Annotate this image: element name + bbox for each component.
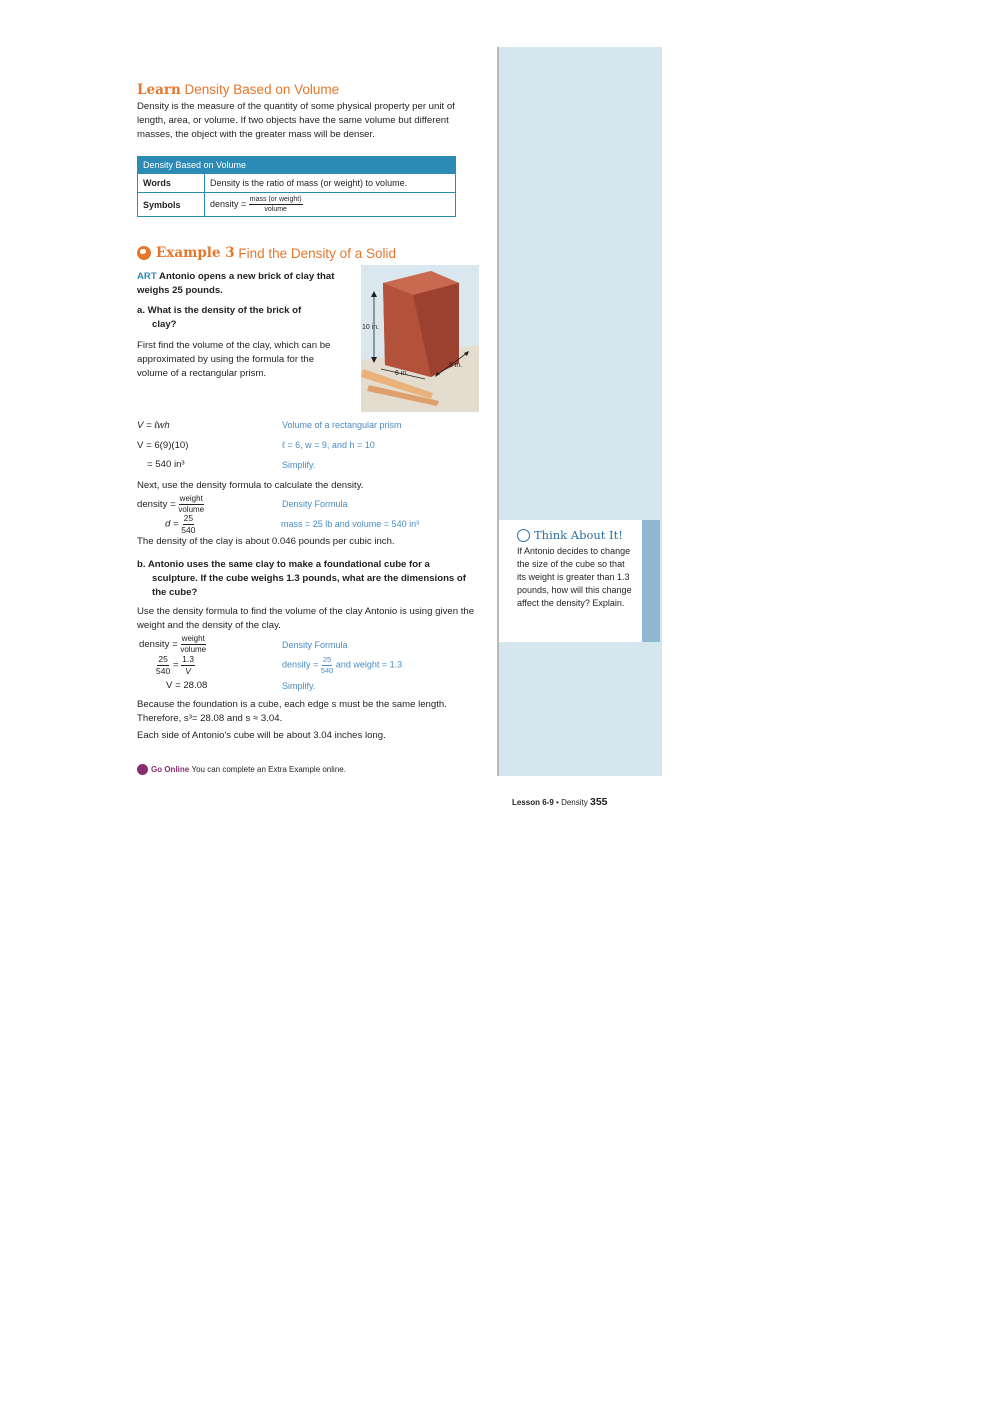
b-sub-note-fraction [321, 656, 334, 674]
b-sub-note-numerator: 25 [322, 655, 332, 664]
go-online-text: You can complete an Extra Example online. [191, 765, 346, 774]
learn-intro: Density is the measure of the quantity of some physical property per unit of length, area, or volume. If two objects have the same volume but different masses, the object with the greater mass will be denser. [137, 101, 455, 140]
symbols-lhs: density = [210, 198, 247, 209]
learn-title: Density Based on Volume [184, 82, 340, 97]
cursor-icon [137, 764, 148, 775]
density-lhs: density = [137, 499, 176, 511]
b-sub-note-pre: density = [282, 659, 319, 670]
prompt-text: Antonio opens a new brick of clay that weighs 25 pounds. [137, 271, 335, 296]
equals-sign: = [172, 659, 179, 671]
d-denominator: 540 [181, 524, 196, 535]
b-density-fraction [180, 635, 206, 654]
step-a3: = 540 in³ [147, 459, 185, 470]
table-header: Density Based on Volume [138, 157, 456, 174]
b-fraction-2-numerator: 1.3 [182, 654, 194, 664]
figure-height-label: 10 in. [362, 324, 380, 331]
think-tab-strip [642, 520, 660, 642]
step-a3-note: Simplify. [282, 460, 316, 470]
step-a1-note: Volume of a rectangular prism [282, 420, 402, 430]
b-fraction-2-denominator: V [185, 665, 191, 676]
density-formula [137, 495, 204, 514]
d-fraction [181, 514, 195, 534]
b-sub-note-post: and weight = 1.3 [335, 659, 403, 670]
lightbulb-icon [517, 529, 530, 542]
footer-bullet: • [556, 798, 559, 807]
learn-label: Learn [137, 82, 181, 98]
go-online[interactable] [137, 764, 346, 775]
b-sub-note [282, 656, 402, 674]
b-sub-note-denominator: 540 [320, 665, 334, 675]
next-text: Next, use the density formula to calculate the density. [137, 480, 364, 491]
b-fraction-2 [181, 655, 195, 675]
conclusion-a: The density of the clay is about 0.046 pounds per cubic inch. [137, 536, 395, 547]
page-footer [512, 796, 608, 808]
density-numerator: weight [179, 494, 203, 503]
words-text: Density is the ratio of mass (or weight) to volume. [205, 174, 456, 193]
b-density-lhs: density = [139, 639, 178, 651]
b-density-numerator: weight [181, 634, 205, 643]
example-title: Find the Density of a Solid [238, 245, 396, 261]
d-formula [165, 514, 195, 534]
think-text: If Antonio decides to change the size of the cube so that its weight is greater than 1.3 pounds, how will this change affect the density? Explain. [517, 546, 632, 608]
figure-width-label: 9 in. [449, 362, 463, 369]
part-b-text: Use the density formula to find the volume of the clay Antonio is using given the weight and the density of the clay. [137, 606, 475, 631]
footer-lesson: Lesson 6-9 [512, 798, 554, 807]
words-label: Words [138, 174, 205, 193]
b-fraction-1-numerator: 25 [158, 654, 168, 664]
footer-topic: Density [561, 798, 588, 807]
part-a-question: a. What is the density of the brick of clay? [137, 305, 302, 330]
page-number: 355 [590, 796, 608, 808]
figure-length-label: 6 in. [395, 370, 409, 377]
think-title-text: Think About It! [534, 528, 623, 542]
density-denominator: volume [178, 505, 205, 514]
d-note: mass = 25 lb and volume = 540 in³ [281, 519, 420, 529]
sidebar-panel [497, 47, 662, 776]
b-fraction-1-denominator: 540 [156, 665, 171, 676]
example-label: Example 3 [156, 245, 235, 261]
go-online-label[interactable]: Go Online [151, 765, 190, 774]
density-formula-note: Density Formula [282, 499, 348, 509]
symbols-fraction [249, 196, 303, 213]
density-fraction [178, 495, 204, 514]
b-density-note: Density Formula [282, 640, 348, 650]
symbols-numerator: mass (or weight) [249, 196, 302, 203]
b-proportion [156, 655, 195, 675]
b-density-formula [139, 635, 206, 654]
step-a2: V = 6(9)(10) [137, 440, 189, 451]
b-density-denominator: volume [180, 645, 207, 654]
b-fraction-1 [156, 655, 170, 675]
example-heading [137, 245, 396, 261]
example-prompt [137, 270, 337, 298]
symbols-label: Symbols [138, 193, 205, 217]
think-title [517, 528, 623, 542]
density-table [137, 156, 456, 217]
d-numerator: 25 [183, 513, 194, 523]
b-volume-result: V = 28.08 [166, 680, 208, 691]
part-b-question: b. Antonio uses the same clay to make a foundational cube for a sculpture. If the cube weighs 1.3 pounds, what are the dimensions of the cube? [137, 559, 466, 598]
clay-brick-figure [361, 265, 479, 412]
d-lhs: d = [165, 518, 179, 530]
globe-icon [137, 246, 151, 260]
symbols-formula [205, 193, 456, 217]
b-volume-note: Simplify. [282, 681, 316, 691]
step-a2-note: ℓ = 6, w = 9, and h = 10 [282, 440, 375, 450]
art-tag: ART [137, 271, 157, 282]
step-a1: V = ℓwh [137, 420, 170, 431]
part-a-text: First find the volume of the clay, which can be approximated by using the formula for the volume of a rectangular prism. [137, 340, 331, 379]
symbols-denominator: volume [264, 206, 287, 213]
b-text-1: Because the foundation is a cube, each edge s must be the same length. Therefore, s³= 28.08 and s ≈ 3.04. [137, 699, 447, 724]
learn-heading [137, 82, 339, 98]
b-text-2: Each side of Antonio's cube will be about 3.04 inches long. [137, 730, 386, 741]
